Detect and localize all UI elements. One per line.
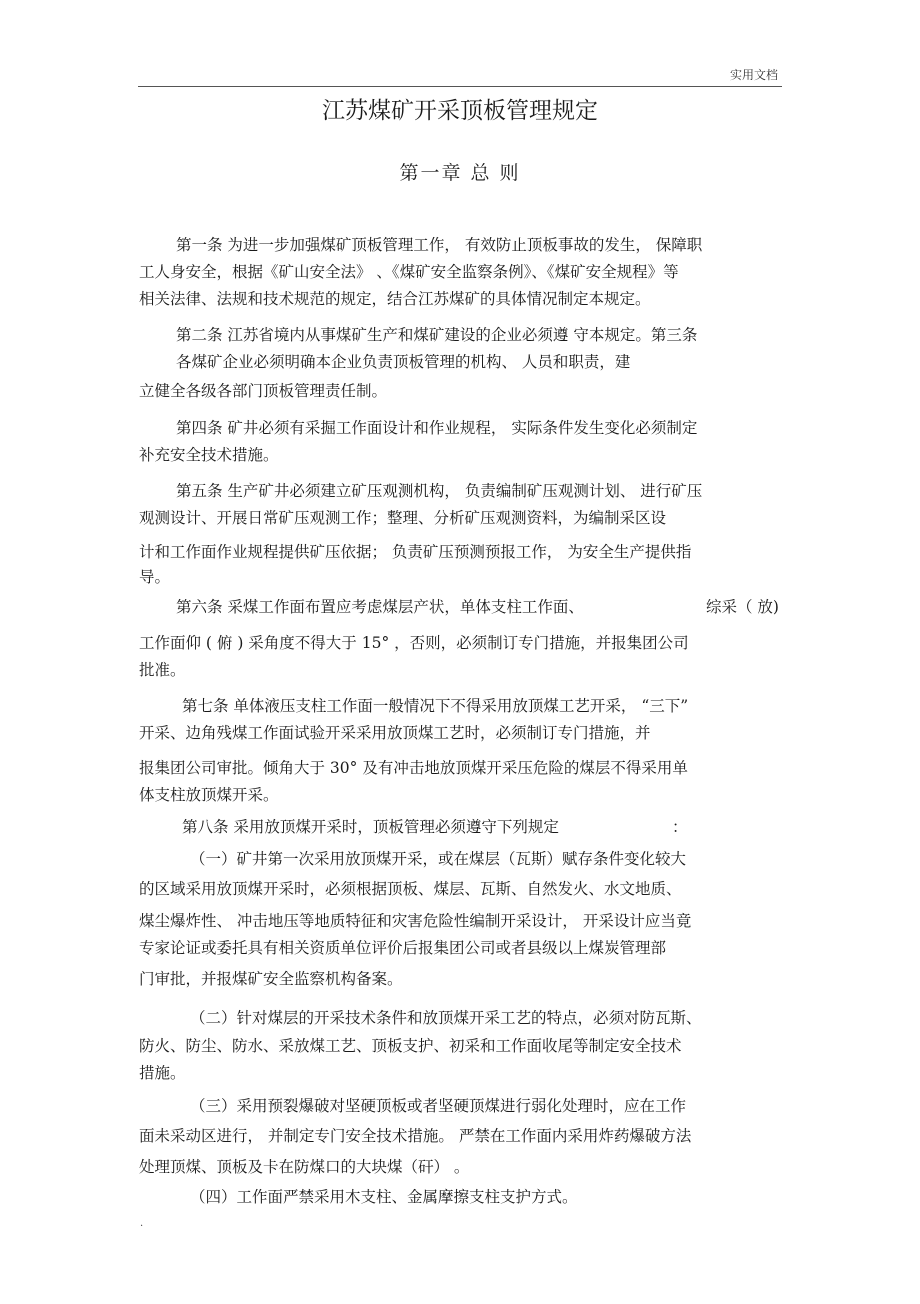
text-line: 第二条 江苏省境内从事煤矿生产和煤矿建设的企业必须遵 守本规定。第三条 (176, 326, 698, 344)
footer-mark: . (140, 1218, 144, 1229)
document-title: 江苏煤矿开采顶板管理规定 (322, 98, 598, 124)
header-rule (138, 86, 782, 87)
text-line: 防火、防尘、防水、采放煤工艺、顶板支护、初采和工作面收尾等制定安全技术 (139, 1037, 682, 1055)
text-line: （一）矿井第一次采用放顶煤开采，或在煤层（瓦斯）赋存条件变化较大 (190, 850, 687, 868)
text-line: （三）采用预裂爆破对坚硬顶板或者坚硬顶煤进行弱化处理时，应在工作 (190, 1097, 687, 1115)
text-line: 批准。 (139, 661, 186, 679)
text-line: 第五条 生产矿井必须建立矿压观测机构， 负责编制矿压观测计划、 进行矿压 (176, 482, 703, 500)
text-line: 的区域采用放顶煤开采时，必须根据顶板、煤层、瓦斯、自然发火、水文地质、 (139, 880, 682, 898)
text-line: 各煤矿企业必须明确本企业负责顶板管理的机构、 人员和职责，建 (176, 353, 631, 371)
text-line: 工人身安全，根据《矿山安全法》 、《煤矿安全监察条例》、《煤矿安全规程》等 (139, 263, 679, 281)
text-line: 措施。 (139, 1064, 186, 1082)
text-line: ： (672, 818, 688, 836)
text-line: 综采（ 放) (706, 598, 779, 616)
text-line: （二）针对煤层的开采技术条件和放顶煤开采工艺的特点，必须对防瓦斯、 (190, 1009, 702, 1027)
text-line: 体支柱放顶煤开采。 (139, 786, 279, 804)
text-line: 开采、边角残煤工作面试验开采采用放顶煤工艺时，必须制订专门措施，并 (139, 724, 651, 742)
text-line: 第四条 矿井必须有采掘工作面设计和作业规程， 实际条件发生变化必须制定 (176, 419, 698, 437)
text-line: 第八条 采用放顶煤开采时，顶板管理必须遵守下列规定 (182, 818, 559, 836)
text-line: 专家论证或委托具有相关资质单位评价后报集团公司或者县级以上煤炭管理部 (139, 939, 667, 957)
text-line: 补充安全技术措施。 (139, 446, 279, 464)
text-line: 工作面仰 ( 俯 ) 采角度不得大于 15° ，否则，必须制订专门措施，并报集团公司 (139, 634, 689, 652)
text-line: 观测设计、开展日常矿压观测工作；整理、分析矿压观测资料，为编制采区设 (139, 509, 667, 527)
text-line: 处理顶煤、顶板及卡在防煤口的大块煤（矸） 。 (139, 1158, 470, 1176)
header-label: 实用文档 (730, 68, 779, 82)
chapter-title: 第一章 总 则 (399, 162, 521, 184)
text-line: 第六条 采煤工作面布置应考虑煤层产状，单体支柱工作面、 (176, 598, 584, 616)
text-line: 第一条 为进一步加强煤矿顶板管理工作， 有效防止顶板事故的发生， 保障职 (176, 236, 703, 254)
text-line: 面未采动区进行， 并制定专门安全技术措施。 严禁在工作面内采用炸药爆破方法 (139, 1127, 692, 1145)
text-line: 煤尘爆炸性、 冲击地压等地质特征和灾害危险性编制开采设计， 开采设计应当竟 (139, 912, 692, 930)
text-line: 相关法律、法规和技术规范的规定，结合江苏煤矿的具体情况制定本规定。 (139, 290, 651, 308)
text-line: 第七条 单体液压支柱工作面一般情况下不得采用放顶煤工艺开采， “三下” (182, 697, 689, 715)
text-line: 计和工作面作业规程提供矿压依据； 负责矿压预测预报工作， 为安全生产提供指 (139, 543, 692, 561)
text-line: （四）工作面严禁采用木支柱、金属摩擦支柱支护方式。 (190, 1188, 578, 1206)
text-line: 报集团公司审批。倾角大于 30° 及有冲击地放顶煤开采压危险的煤层不得采用单 (139, 759, 688, 777)
text-line: 立健全各级各部门顶板管理责任制。 (139, 382, 388, 400)
text-line: 导。 (139, 568, 171, 586)
text-line: 门审批，并报煤矿安全监察机构备案。 (139, 970, 403, 988)
